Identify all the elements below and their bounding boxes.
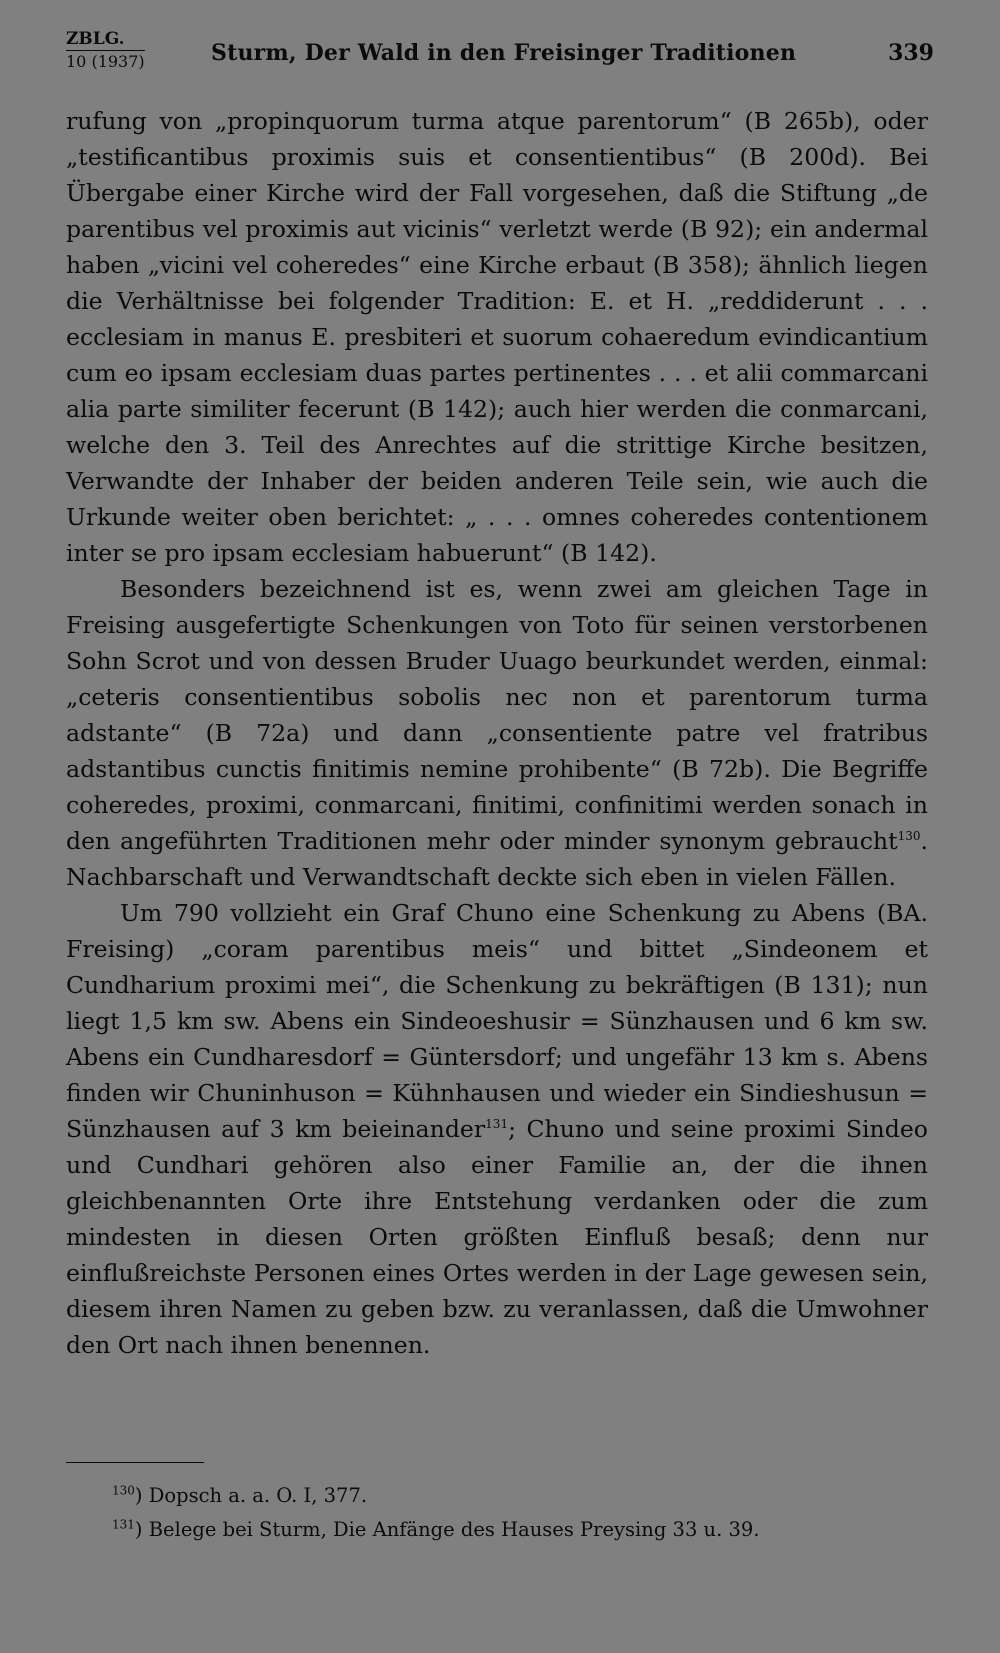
footnote-divider [66, 1462, 204, 1463]
footnote-text: Belege bei Sturm, Die Anfänge des Hauses Preysing 33 u. 39. [148, 1518, 760, 1541]
footnote-reference[interactable]: 131 [485, 1117, 509, 1132]
paragraph-text: rufung von „propinquorum turma atque parentorum“ (B 265b), oder „testificantibus proximis suis et consentientibus“ (B 200d). Bei Übergabe einer Kirche wird der Fall vorgesehen, daß die Stiftung „de parentibus vel proximis aut vicinis“ verletzt werde (B 92); ein andermal haben „vicini vel coheredes“ eine Kirche erbaut (B 358); ähnlich liegen die Verhältnisse bei folgender Tradition: E. et H. „reddiderunt . . . ecclesiam in manus E. presbiteri et suorum cohaeredum evindicantium cum eo ipsam ecclesiam duas partes pertinentes . . . et alii commarcani alia parte similiter fecerunt (B 142); auch hier werden die conmarcani, welche den 3. Teil des Anrechtes auf die strittige Kirche besitzen, Verwandte der Inhaber der beiden anderen Teile sein, wie auch die Urkunde weiter oben berichtet: „ . . . omnes coheredes contentionem inter se pro ipsam ecclesiam habuerunt“ (B 142). [66, 107, 928, 567]
paragraph-1 [66, 103, 928, 571]
footnote-mark: 130 [112, 1483, 135, 1498]
footnotes [66, 1462, 928, 1547]
paragraph-2 [66, 571, 928, 895]
footnote-mark: 131 [112, 1517, 135, 1532]
paragraph-text: Um 790 vollzieht ein Graf Chuno eine Schenkung zu Abens (BA. Freising) „coram parentibus meis“ und bittet „Sindeonem et Cundharium proximi mei“, die Schenkung zu bekräftigen (B 131); nun liegt 1,5 km sw. Abens ein Sindeoeshusir = Sünzhausen und 6 km sw. Abens ein Cundharesdorf = Güntersdorf; und ungefähr 13 km s. Abens finden wir Chuninhuson = Kühnhausen und wieder ein Sindieshusun = Sünzhausen auf 3 km beieinander [66, 899, 928, 1143]
paragraph-3 [66, 895, 928, 1363]
journal-abbreviation: ZBLG. [66, 30, 145, 51]
paragraph-text-continued: ; Chuno und seine proximi Sindeo und Cundhari gehören also einer Familie an, der die ihnen gleichbenannten Orte ihre Entstehung verdanken oder die zum mindesten in diesen Orten größten Einfluß besaß; denn nur einflußreichste Personen eines Ortes werden in der Lage gewesen sein, diesem ihren Namen zu geben bzw. zu veranlassen, daß die Umwohner den Ort nach ihnen benennen. [66, 1115, 928, 1359]
footnote-text: Dopsch a. a. O. I, 377. [148, 1484, 368, 1507]
running-title: Sturm, Der Wald in den Freisinger Traditionen [211, 40, 797, 66]
footnote-reference[interactable]: 130 [897, 829, 921, 844]
paragraph-text-continued: . Nachbarschaft und Verwandtschaft deckte sich eben in vielen Fällen. [66, 827, 928, 891]
running-header [66, 30, 934, 78]
body-text [66, 103, 928, 1363]
journal-citation [66, 30, 145, 71]
page-number: 339 [888, 40, 934, 66]
footnote: $^{131}$) Belege bei Sturm, Die Anfänge des Hauses Preysing 33 u. 39. [112, 1517, 760, 1541]
footnote: $^{130}$) Dopsch a. a. O. I, 377. [112, 1483, 368, 1507]
journal-issue: 10 (1937) [66, 52, 145, 71]
paragraph-text: Besonders bezeichnend ist es, wenn zwei am gleichen Tage in Freising ausgefertigte Schenkungen von Toto für seinen verstorbenen Sohn Scrot und von dessen Bruder Uuago beurkundet werden, einmal: „ceteris consentientibus sobolis nec non et parentorum turma adstante“ (B 72a) und dann „consentiente patre vel fratribus adstantibus cunctis finitimis nemine prohibente“ (B 72b). Die Begriffe coheredes, proximi, conmarcani, finitimi, confinitimi werden sonach in den angeführten Traditionen mehr oder minder synonym gebraucht [66, 575, 928, 855]
